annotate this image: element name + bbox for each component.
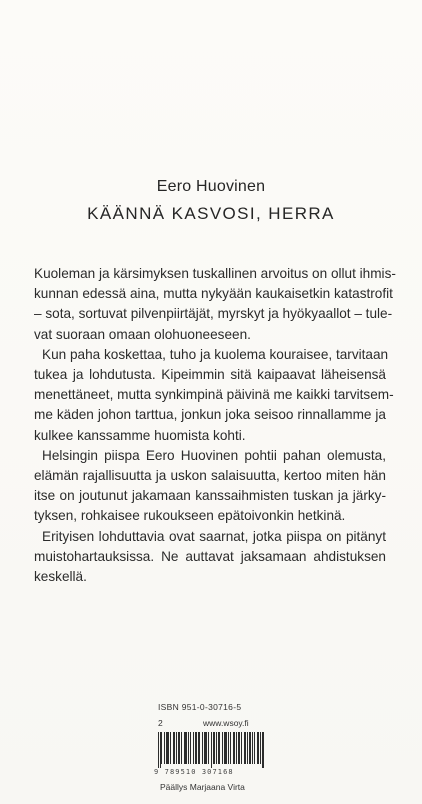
author-name: Eero Huovinen: [156, 178, 266, 195]
barcode-bar: [252, 732, 253, 764]
barcode-bar: [204, 732, 205, 764]
barcode-bar: [236, 732, 237, 764]
barcode-bar: [250, 732, 251, 764]
blurb-line: me käden johon tarttua, jonkun joka seisoo rinnallamme ja: [34, 407, 386, 423]
barcode-bar: [233, 732, 234, 764]
barcode-bar: [262, 732, 263, 768]
cover-credit: Päällys Marjaana Virta: [160, 782, 245, 792]
blurb-line: Kuoleman ja kärsimyksen tuskallinen arvoitus on ollut ihmis-: [34, 266, 396, 281]
blurb-line: kunnan edessä aina, mutta nykyään kaukaisetkin katastrofit: [34, 286, 393, 302]
blurb-paragraph-1: [34, 264, 396, 345]
barcode-bar: [198, 732, 199, 764]
barcode-bar: [168, 732, 169, 764]
barcode-bar: [263, 732, 264, 768]
blurb-paragraph-4: [34, 527, 386, 588]
blurb-line: muistohartauksissa. Ne auttavat jaksamaan ahdistuksen: [34, 548, 386, 564]
barcode-bar: [164, 732, 165, 764]
barcode-bar: [167, 732, 168, 764]
barcode-bar: [170, 732, 171, 764]
blurb-line: Erityisen lohduttavia ovat saarnat, jotka piispa on pitänyt: [42, 528, 386, 544]
blurb-line: Kun paha koskettaa, tuho ja kuolema kouraisee, tarvitaan: [42, 346, 389, 362]
barcode-bar: [188, 732, 189, 764]
blurb-line: kulkee kanssamme huomista kohti.: [34, 427, 246, 443]
blurb-line: itse on joutunut jakamaan kanssaihmisten tuskan ja järky-: [34, 488, 386, 504]
blurb-line: keskellä.: [34, 569, 87, 585]
blurb-line: vat suoraan omaan olohuoneeseen.: [34, 326, 251, 342]
book-title: KÄÄNNÄ KASVOSI, HERRA: [87, 204, 335, 223]
blurb-line: tukea ja lohdutusta. Kipeimmin sitä kaipaavat läheisensä: [34, 367, 386, 383]
barcode-bar: [247, 732, 248, 764]
barcode-icon: [158, 732, 264, 768]
barcode-bar: [208, 732, 209, 764]
barcode-bar: [181, 732, 182, 764]
barcode-bar: [228, 732, 229, 764]
barcode-bar: [249, 732, 250, 764]
blurb: [34, 264, 396, 587]
barcode-bar: [199, 732, 200, 764]
barcode-bar: [258, 732, 259, 764]
barcode-bar: [158, 732, 159, 768]
barcode-bar: [174, 732, 175, 764]
blurb-line: – sota, sortuvat pilvenpiirtäjät, myrskyt ja hyökyaallot – tule-: [34, 306, 393, 322]
price-code: 2: [158, 718, 163, 728]
barcode-bar: [176, 732, 177, 764]
barcode-bar: [214, 732, 215, 764]
barcode-bar: [230, 732, 231, 764]
blurb-line: Helsingin piispa Eero Huovinen pohtii pahan olemusta,: [42, 447, 386, 463]
barcode-bar: [195, 732, 196, 764]
barcode-bar: [245, 732, 246, 764]
barcode-number: 9 789510 307168: [154, 768, 234, 776]
barcode-bar: [211, 732, 212, 768]
barcode-bar: [190, 732, 191, 764]
barcode-bar: [239, 732, 240, 764]
barcode-bar: [166, 732, 167, 764]
barcode-bar: [205, 732, 206, 764]
blurb-line: elämän rajallisuutta ja uskon salaisuutta, kertoo miten hän: [34, 468, 386, 484]
barcode-bar: [160, 732, 161, 768]
barcode-bar: [216, 732, 217, 764]
barcode-bar: [184, 732, 185, 764]
barcode-bar: [225, 732, 226, 764]
barcode-bar: [222, 732, 223, 764]
publisher-website: www.wsoy.fi: [203, 718, 249, 728]
barcode-bar: [202, 732, 203, 764]
barcode-bar: [254, 732, 255, 764]
barcode-bar: [260, 732, 261, 764]
barcode-bar: [161, 732, 162, 764]
barcode-bar: [224, 732, 225, 764]
barcode-block: [150, 702, 270, 798]
blurb-line: menettäneet, mutta synkimpinä päivinä me kaikki tarvitsem-: [34, 387, 394, 403]
barcode-bar: [185, 732, 186, 764]
barcode-bar: [213, 732, 214, 764]
barcode-bar: [219, 732, 220, 764]
barcode-bar: [179, 732, 180, 764]
barcode-bar: [238, 732, 239, 764]
barcode-bar: [244, 732, 245, 764]
barcode-bar: [257, 732, 258, 764]
barcode-bar: [218, 732, 219, 764]
barcode-bar: [178, 732, 179, 764]
blurb-paragraph-3: [34, 446, 386, 527]
isbn-text: ISBN 951-0-30716-5: [158, 702, 242, 712]
barcode-bar: [173, 732, 174, 764]
barcode-bar: [241, 732, 242, 764]
barcode-bar: [206, 732, 207, 764]
blurb-paragraph-2: [34, 345, 394, 446]
barcode-bar: [186, 732, 187, 764]
barcode-bar: [234, 732, 235, 764]
blurb-line: tyksen, rohkaisee rukoukseen epätoivonkin hetkinä.: [34, 508, 346, 524]
barcode-bar: [196, 732, 197, 764]
barcode-bar: [193, 732, 194, 764]
barcode-bar: [226, 732, 227, 764]
